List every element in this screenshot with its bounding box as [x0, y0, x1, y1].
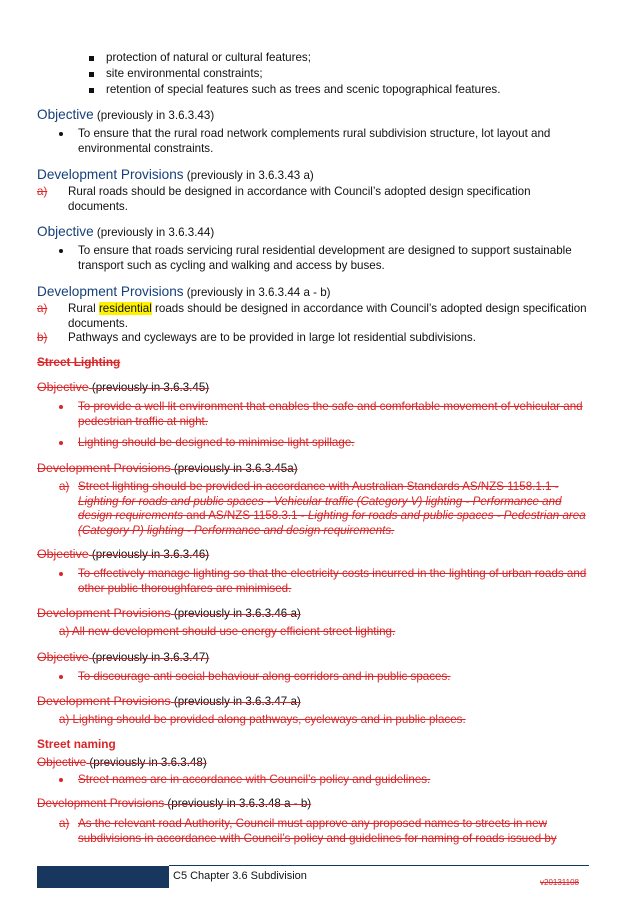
bullet-icon	[59, 572, 63, 576]
section-heading: Development Provisions (previously in 3.6.3.44 a - b)	[37, 284, 331, 299]
section-heading: Objective (previously in 3.6.3.44)	[37, 224, 215, 239]
deleted-section-title: Street Lighting	[37, 355, 121, 369]
highlighted-word: residential	[98, 302, 152, 315]
footer-version: v20131108	[540, 878, 579, 887]
deleted-heading: Development Provisions (previously in 3.6.3.45a)	[37, 461, 298, 475]
bullet-icon	[59, 675, 63, 679]
list-marker: a)	[59, 817, 70, 830]
provision-text: Rural roads should be designed in accordance with Council’s adopted design specification documents.	[68, 185, 531, 213]
section-heading: Development Provisions (previously in 3.6.3.43 a)	[37, 167, 314, 182]
deleted-provision-text: a) Lighting should be provided along pathways, cycleways and in public places.	[59, 713, 466, 726]
footer-chapter: C5 Chapter 3.6 Subdivision	[173, 870, 307, 882]
list-marker: a)	[59, 480, 70, 493]
deleted-provision-text: Street lighting should be provided in accordance with Australian Standards AS/NZS 1158.1.1 - Lighting for roads and public spaces - Vehicular traffic (Category V) lighting - Performance and design requirements and AS/NZS 1158.3.1 - Lighting for roads and public spaces - Pedestrian area (Category P) lighting - Performance and design requirements.	[78, 480, 586, 537]
square-bullet-icon	[89, 72, 94, 77]
deleted-objective-text: To effectively manage lighting so that the electricity costs incurred in the lighting of urban roads and other public thoroughfares are minimised.	[78, 567, 587, 595]
square-bullet-icon	[89, 56, 94, 61]
deleted-heading: Objective (previously in 3.6.3.45)	[37, 380, 210, 394]
deleted-heading: Objective (previously in 3.6.3.47)	[37, 650, 210, 664]
objective-text: To ensure that roads servicing rural residential development are designed to support sustainable transport such as cycling and walking and access by buses.	[78, 244, 572, 272]
list-marker: a)	[37, 302, 48, 315]
deleted-heading: Development Provisions (previously in 3.6.3.48 a - b)	[37, 796, 312, 810]
list-item: site environmental constraints;	[106, 67, 263, 80]
deleted-objective-text: To discourage anti social behaviour along corridors and in public spaces.	[78, 670, 451, 683]
deleted-objective-text: Lighting should be designed to minimise light spillage.	[78, 436, 355, 449]
list-item: protection of natural or cultural features;	[106, 51, 311, 64]
section-heading: Objective (previously in 3.6.3.43)	[37, 107, 215, 122]
footer-divider	[169, 865, 589, 866]
deleted-provision-text: a) All new development should use energy efficient street lighting.	[59, 625, 396, 638]
square-bullet-icon	[89, 88, 94, 93]
section-title: Street naming	[37, 737, 116, 751]
provision-text: Pathways and cycleways are to be provided in large lot residential subdivisions.	[68, 331, 476, 344]
bullet-icon	[59, 441, 63, 445]
deleted-objective-text: To provide a well lit environment that enables the safe and comfortable movement of vehicular and pedestrian traffic at night.	[78, 400, 583, 428]
deleted-heading: Development Provisions (previously in 3.6.3.46 a)	[37, 606, 301, 620]
list-item: retention of special features such as trees and scenic topographical features.	[106, 83, 501, 96]
deleted-heading: Objective (previously in 3.6.3.46)	[37, 547, 210, 561]
deleted-heading: Objective (previously in 3.6.3.48)	[37, 755, 207, 769]
footer-bar	[37, 866, 169, 888]
bullet-icon	[59, 405, 63, 409]
list-marker: a)	[37, 185, 48, 198]
bullet-icon	[59, 132, 63, 136]
provision-text: Rural residential roads should be designed in accordance with Council’s adopted design specification documents.	[68, 302, 587, 330]
deleted-objective-text: Street names are in accordance with Council’s policy and guidelines.	[78, 773, 431, 786]
bullet-icon	[59, 249, 63, 253]
bullet-icon	[59, 778, 63, 782]
objective-text: To ensure that the rural road network complements rural subdivision structure, lot layout and environmental constraints.	[78, 127, 551, 155]
list-marker: b)	[37, 331, 48, 344]
deleted-provision-text: As the relevant road Authority, Council must approve any proposed names to streets in new subdivisions in accordance with Council’s policy and guidelines for naming of roads issued by	[78, 817, 557, 845]
deleted-heading: Development Provisions (previously in 3.6.3.47 a)	[37, 694, 301, 708]
